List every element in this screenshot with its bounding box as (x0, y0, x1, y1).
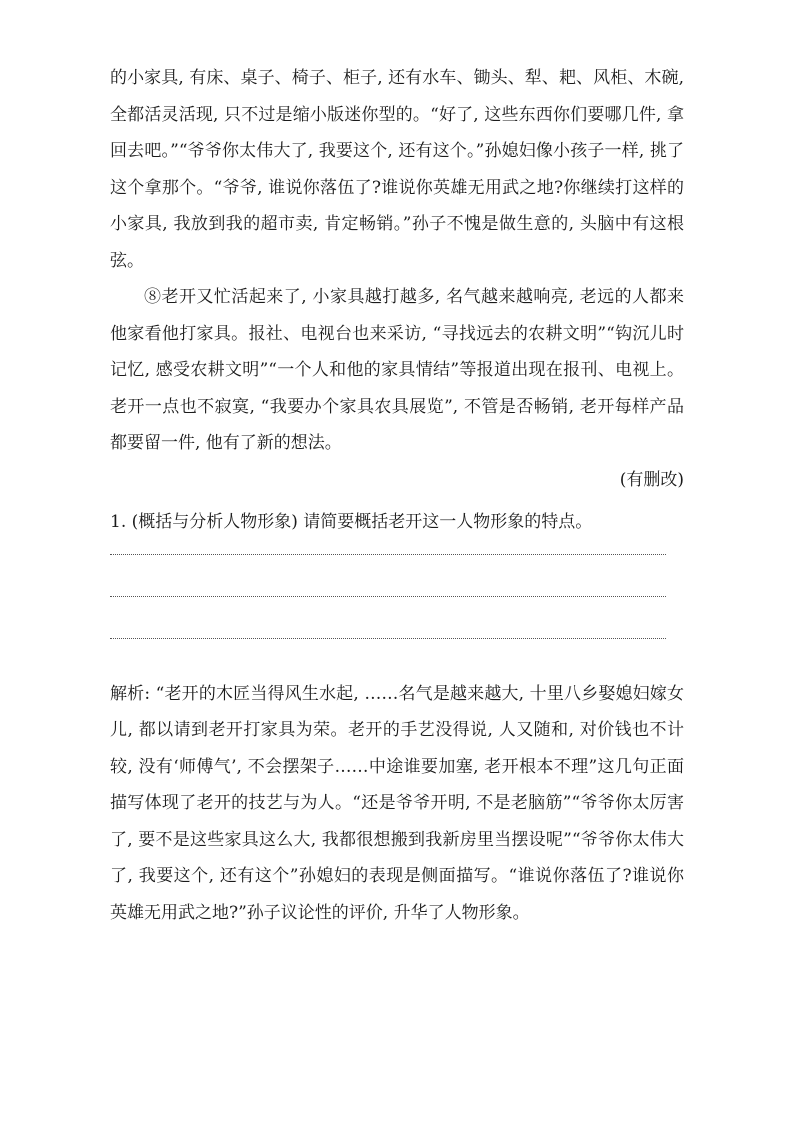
edit-note: (有删改) (619, 469, 684, 490)
question-1: 1. (概括与分析人物形象) 请简要概括老开这一人物形象的特点。 (110, 511, 593, 532)
answer-line[interactable] (110, 554, 666, 555)
document-page (110, 60, 684, 931)
answer-line[interactable] (110, 596, 666, 597)
answer-line[interactable] (110, 638, 666, 639)
passage-paragraph-1: 的小家具, 有床、桌子、椅子、柜子, 还有水车、锄头、犁、耙、风柜、木碗, 全都活灵活现, 只不过是缩小版迷你型的。“好了, 这些东西你们要哪几件, 拿回去吧。”“爷爷你太伟大了, 我要这个, 还有这个。”孙媳妇像小孩子一样, 挑了这个拿那个。“爷爷, 谁说你落伍了?谁说你英雄无用武之地?你继续打这样的小家具, 我放到我的超市卖, 肯定畅销。”孙子不愧是做生意的, 头脑中有这根弦。 (110, 68, 684, 271)
passage-paragraph-2: ⑧老开又忙活起来了, 小家具越打越多, 名气越来越响亮, 老远的人都来他家看他打家具。报社、电视台也来采访, “寻找远去的农耕文明”“钩沉儿时记忆, 感受农耕文明”“一个人和他的家具情结”等报道出现在报刊、电视上。老开一点也不寂寞, “我要办个家具农具展览”, 不管是否畅销, 老开每样产品都要留一件, 他有了新的想法。 (110, 287, 684, 453)
analysis-text: 解析: “老开的木匠当得风生水起, ……名气是越来越大, 十里八乡娶媳妇嫁女儿, 都以请到老开打家具为荣。老开的手艺没得说, 人又随和, 对价钱也不计较, 没有‘师傅气’, 不会摆架子……中途谁要加塞, 老开根本不理”这几句正面描写体现了老开的技艺与为人。“还是爷爷开明, 不是老脑筋”“爷爷你太厉害了, 要不是这些家具这么大, 我都很想搬到我新房里当摆设呢”“爷爷你太伟大了, 我要这个, 还有这个”孙媳妇的表现是侧面描写。“谁说你落伍了?谁说你英雄无用武之地?”孙子议论性的评价, 升华了人物形象。 (110, 683, 684, 923)
answer-area[interactable] (110, 554, 684, 639)
